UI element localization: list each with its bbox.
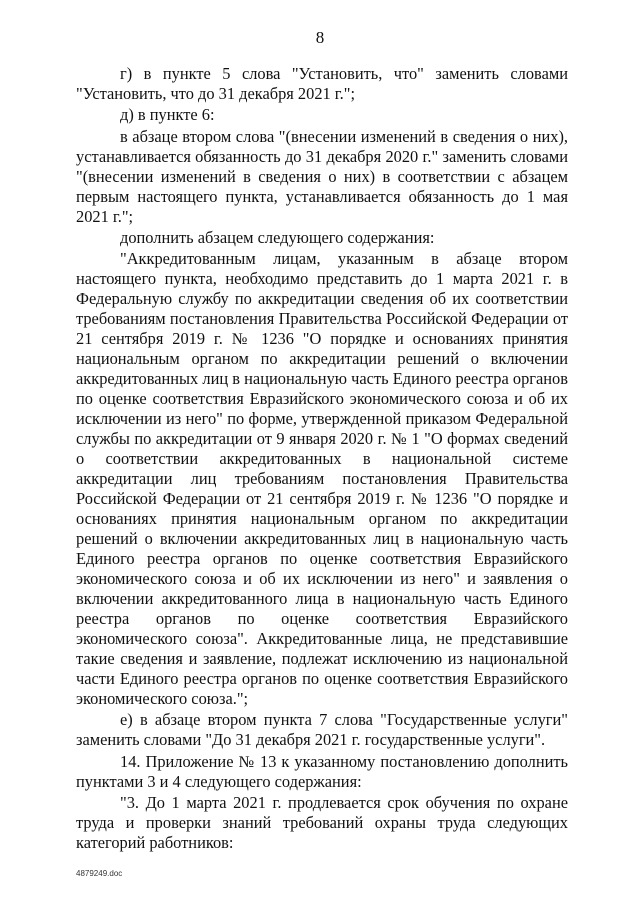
paragraph-section-14: 14. Приложение № 13 к указанному постановлению дополнить пунктами 3 и 4 следующего содержания: [76, 751, 568, 791]
page-number: 8 [315, 28, 325, 47]
paragraph-item-g: г) в пункте 5 слова "Установить, что" заменить словами "Установить, что до 31 декабря 2021 г."; [76, 64, 568, 103]
document-code: 4879249.doc [76, 869, 123, 878]
paragraph-accredited-persons: "Аккредитованным лицам, указанным в абзаце втором настоящего пункта, необходимо представить до 1 марта 2021 г. в Федеральную службу по аккредитации сведения об их соответствии требованиям постановления Правительства Российской Федерации от 21 сентября 2019 г. № 1236 "О порядке и основаниях принятия национальным органом по аккредитации решений о включении аккредитованных лиц в национальную часть Единого реестра органов по оценке соответствия Евразийского экономического союза и об их исключении из него" по форме, утвержденной приказом Федеральной службы по аккредитации от 9 января 2020 г. № 1 "О формах сведений о соответствии аккредитованных в национальной системе аккредитации лиц требованиям постановления Правительства Российской Федерации от 21 сентября 2019 г. № 1236 "О порядке и основаниях принятия национальным органом по аккредитации решений о включении аккредитованных лиц в национальную часть Единого реестра органов по оценке соответствия Евразийского экономического союза и об их исключении из него" и заявления о включении аккредитованного лица в национальную часть Единого реестра органов по оценке соответствия Евразийского экономического союза". Аккредитованные лица, не представившие такие сведения и заявление, подлежат исключению из национальной части Единого реестра органов по оценке соответствия Евразийского экономического союза."; [76, 249, 568, 709]
document-body [76, 64, 568, 854]
paragraph-item-e: е) в абзаце втором пункта 7 слова "Государственные услуги" заменить словами "До 31 декабря 2021 г. государственные услуги". [76, 710, 568, 750]
paragraph-item-d: д) в пункте 6: [120, 105, 215, 125]
paragraph-point-3: "3. До 1 марта 2021 г. продлевается срок обучения по охране труда и проверки знаний требований охраны труда следующих категорий работников: [76, 793, 568, 853]
paragraph-second-abzac: в абзаце втором слова "(внесении изменений в сведения о них), устанавливается обязанность до 31 декабря 2020 г." заменить словами "(внесении изменений в сведения о них) в соответствии с абзацем первым настоящего пункта, устанавливается обязанность до 1 мая 2021 г."; [76, 126, 568, 226]
paragraph-add-abzac: дополнить абзацем следующего содержания: [120, 227, 435, 247]
